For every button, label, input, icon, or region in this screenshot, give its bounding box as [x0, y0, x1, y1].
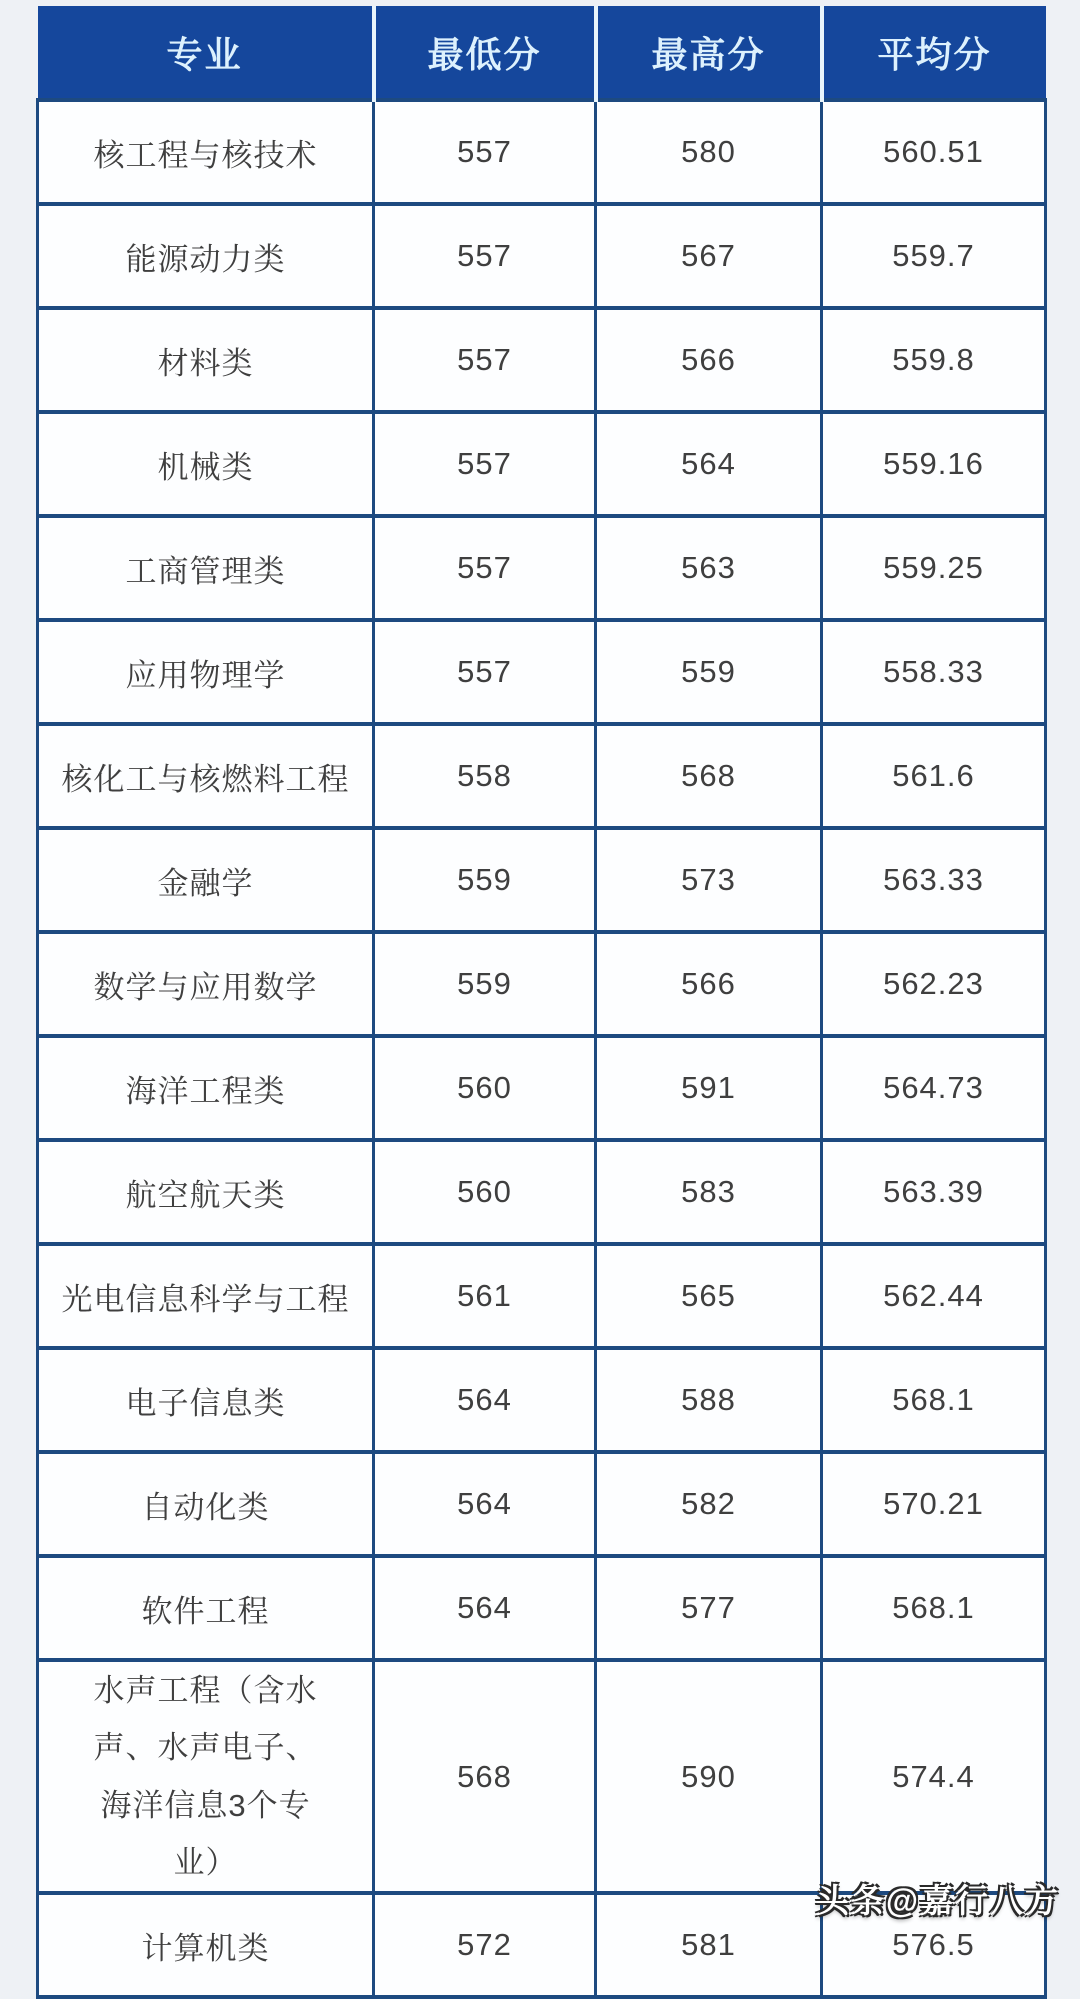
- table-row: [38, 724, 1046, 828]
- cell-avg-score: 561.6: [822, 724, 1046, 828]
- table-row: [38, 100, 1046, 204]
- cell-avg-score: 560.51: [822, 100, 1046, 204]
- cell-min-score: 561: [374, 1244, 596, 1348]
- cell-max-score: 568: [596, 724, 822, 828]
- cell-avg-score: 564.73: [822, 1036, 1046, 1140]
- cell-max-score: 591: [596, 1036, 822, 1140]
- cell-major: 工商管理类: [38, 516, 374, 620]
- cell-avg-score: 558.33: [822, 620, 1046, 724]
- table-row: [38, 1452, 1046, 1556]
- admission-scores-table: [36, 6, 1047, 1999]
- cell-avg-score: 576.5: [822, 1893, 1046, 1997]
- cell-max-score: 580: [596, 100, 822, 204]
- cell-min-score: 572: [374, 1893, 596, 1997]
- cell-min-score: 564: [374, 1348, 596, 1452]
- cell-min-score: 557: [374, 100, 596, 204]
- cell-min-score: 560: [374, 1140, 596, 1244]
- table-row: [38, 1893, 1046, 1997]
- cell-max-score: 566: [596, 932, 822, 1036]
- cell-max-score: 582: [596, 1452, 822, 1556]
- cell-min-score: 559: [374, 828, 596, 932]
- table-row: [38, 1036, 1046, 1140]
- cell-major: 航空航天类: [38, 1140, 374, 1244]
- table-row: [38, 620, 1046, 724]
- cell-major: 应用物理学: [38, 620, 374, 724]
- cell-max-score: 563: [596, 516, 822, 620]
- cell-avg-score: 563.39: [822, 1140, 1046, 1244]
- cell-avg-score: 559.16: [822, 412, 1046, 516]
- cell-major: 自动化类: [38, 1452, 374, 1556]
- cell-avg-score: 563.33: [822, 828, 1046, 932]
- cell-min-score: 557: [374, 412, 596, 516]
- cell-major: 机械类: [38, 412, 374, 516]
- table-row: [38, 516, 1046, 620]
- cell-avg-score: 570.21: [822, 1452, 1046, 1556]
- cell-major: 水声工程（含水声、水声电子、海洋信息3个专业）: [38, 1660, 374, 1893]
- cell-major: 材料类: [38, 308, 374, 412]
- cell-avg-score: 568.1: [822, 1348, 1046, 1452]
- cell-avg-score: 559.7: [822, 204, 1046, 308]
- cell-min-score: 557: [374, 204, 596, 308]
- cell-max-score: 590: [596, 1660, 822, 1893]
- cell-major: 电子信息类: [38, 1348, 374, 1452]
- cell-min-score: 564: [374, 1452, 596, 1556]
- table-body: [38, 100, 1046, 1997]
- watermark: 头条@嘉行八方: [815, 1882, 1060, 1919]
- cell-min-score: 557: [374, 620, 596, 724]
- header-row: [38, 6, 1046, 100]
- cell-major: 计算机类: [38, 1893, 374, 1997]
- table-row: [38, 1660, 1046, 1893]
- cell-max-score: 588: [596, 1348, 822, 1452]
- cell-max-score: 564: [596, 412, 822, 516]
- column-header-avg-score: 平均分: [822, 6, 1046, 100]
- cell-avg-score: 562.44: [822, 1244, 1046, 1348]
- table-row: [38, 412, 1046, 516]
- table-header: [38, 6, 1046, 100]
- cell-min-score: 568: [374, 1660, 596, 1893]
- cell-major: 数学与应用数学: [38, 932, 374, 1036]
- table-row: [38, 932, 1046, 1036]
- table-row: [38, 1556, 1046, 1660]
- table-row: [38, 1140, 1046, 1244]
- cell-min-score: 559: [374, 932, 596, 1036]
- cell-min-score: 557: [374, 308, 596, 412]
- cell-major: 核化工与核燃料工程: [38, 724, 374, 828]
- cell-major: 能源动力类: [38, 204, 374, 308]
- cell-min-score: 558: [374, 724, 596, 828]
- cell-major: 光电信息科学与工程: [38, 1244, 374, 1348]
- column-header-max-score: 最高分: [596, 6, 822, 100]
- table-row: [38, 1244, 1046, 1348]
- cell-max-score: 583: [596, 1140, 822, 1244]
- cell-min-score: 557: [374, 516, 596, 620]
- cell-max-score: 573: [596, 828, 822, 932]
- cell-max-score: 566: [596, 308, 822, 412]
- table-row: [38, 204, 1046, 308]
- table-row: [38, 1348, 1046, 1452]
- table-row: [38, 308, 1046, 412]
- cell-major: 海洋工程类: [38, 1036, 374, 1140]
- cell-avg-score: 559.25: [822, 516, 1046, 620]
- cell-major: 核工程与核技术: [38, 100, 374, 204]
- cell-avg-score: 574.4: [822, 1660, 1046, 1893]
- cell-max-score: 581: [596, 1893, 822, 1997]
- table-row: [38, 828, 1046, 932]
- cell-min-score: 560: [374, 1036, 596, 1140]
- cell-major: 软件工程: [38, 1556, 374, 1660]
- cell-max-score: 559: [596, 620, 822, 724]
- column-header-major: 专业: [38, 6, 374, 100]
- cell-avg-score: 562.23: [822, 932, 1046, 1036]
- cell-max-score: 565: [596, 1244, 822, 1348]
- column-header-min-score: 最低分: [374, 6, 596, 100]
- cell-avg-score: 559.8: [822, 308, 1046, 412]
- cell-max-score: 567: [596, 204, 822, 308]
- cell-min-score: 564: [374, 1556, 596, 1660]
- cell-max-score: 577: [596, 1556, 822, 1660]
- cell-avg-score: 568.1: [822, 1556, 1046, 1660]
- cell-major: 金融学: [38, 828, 374, 932]
